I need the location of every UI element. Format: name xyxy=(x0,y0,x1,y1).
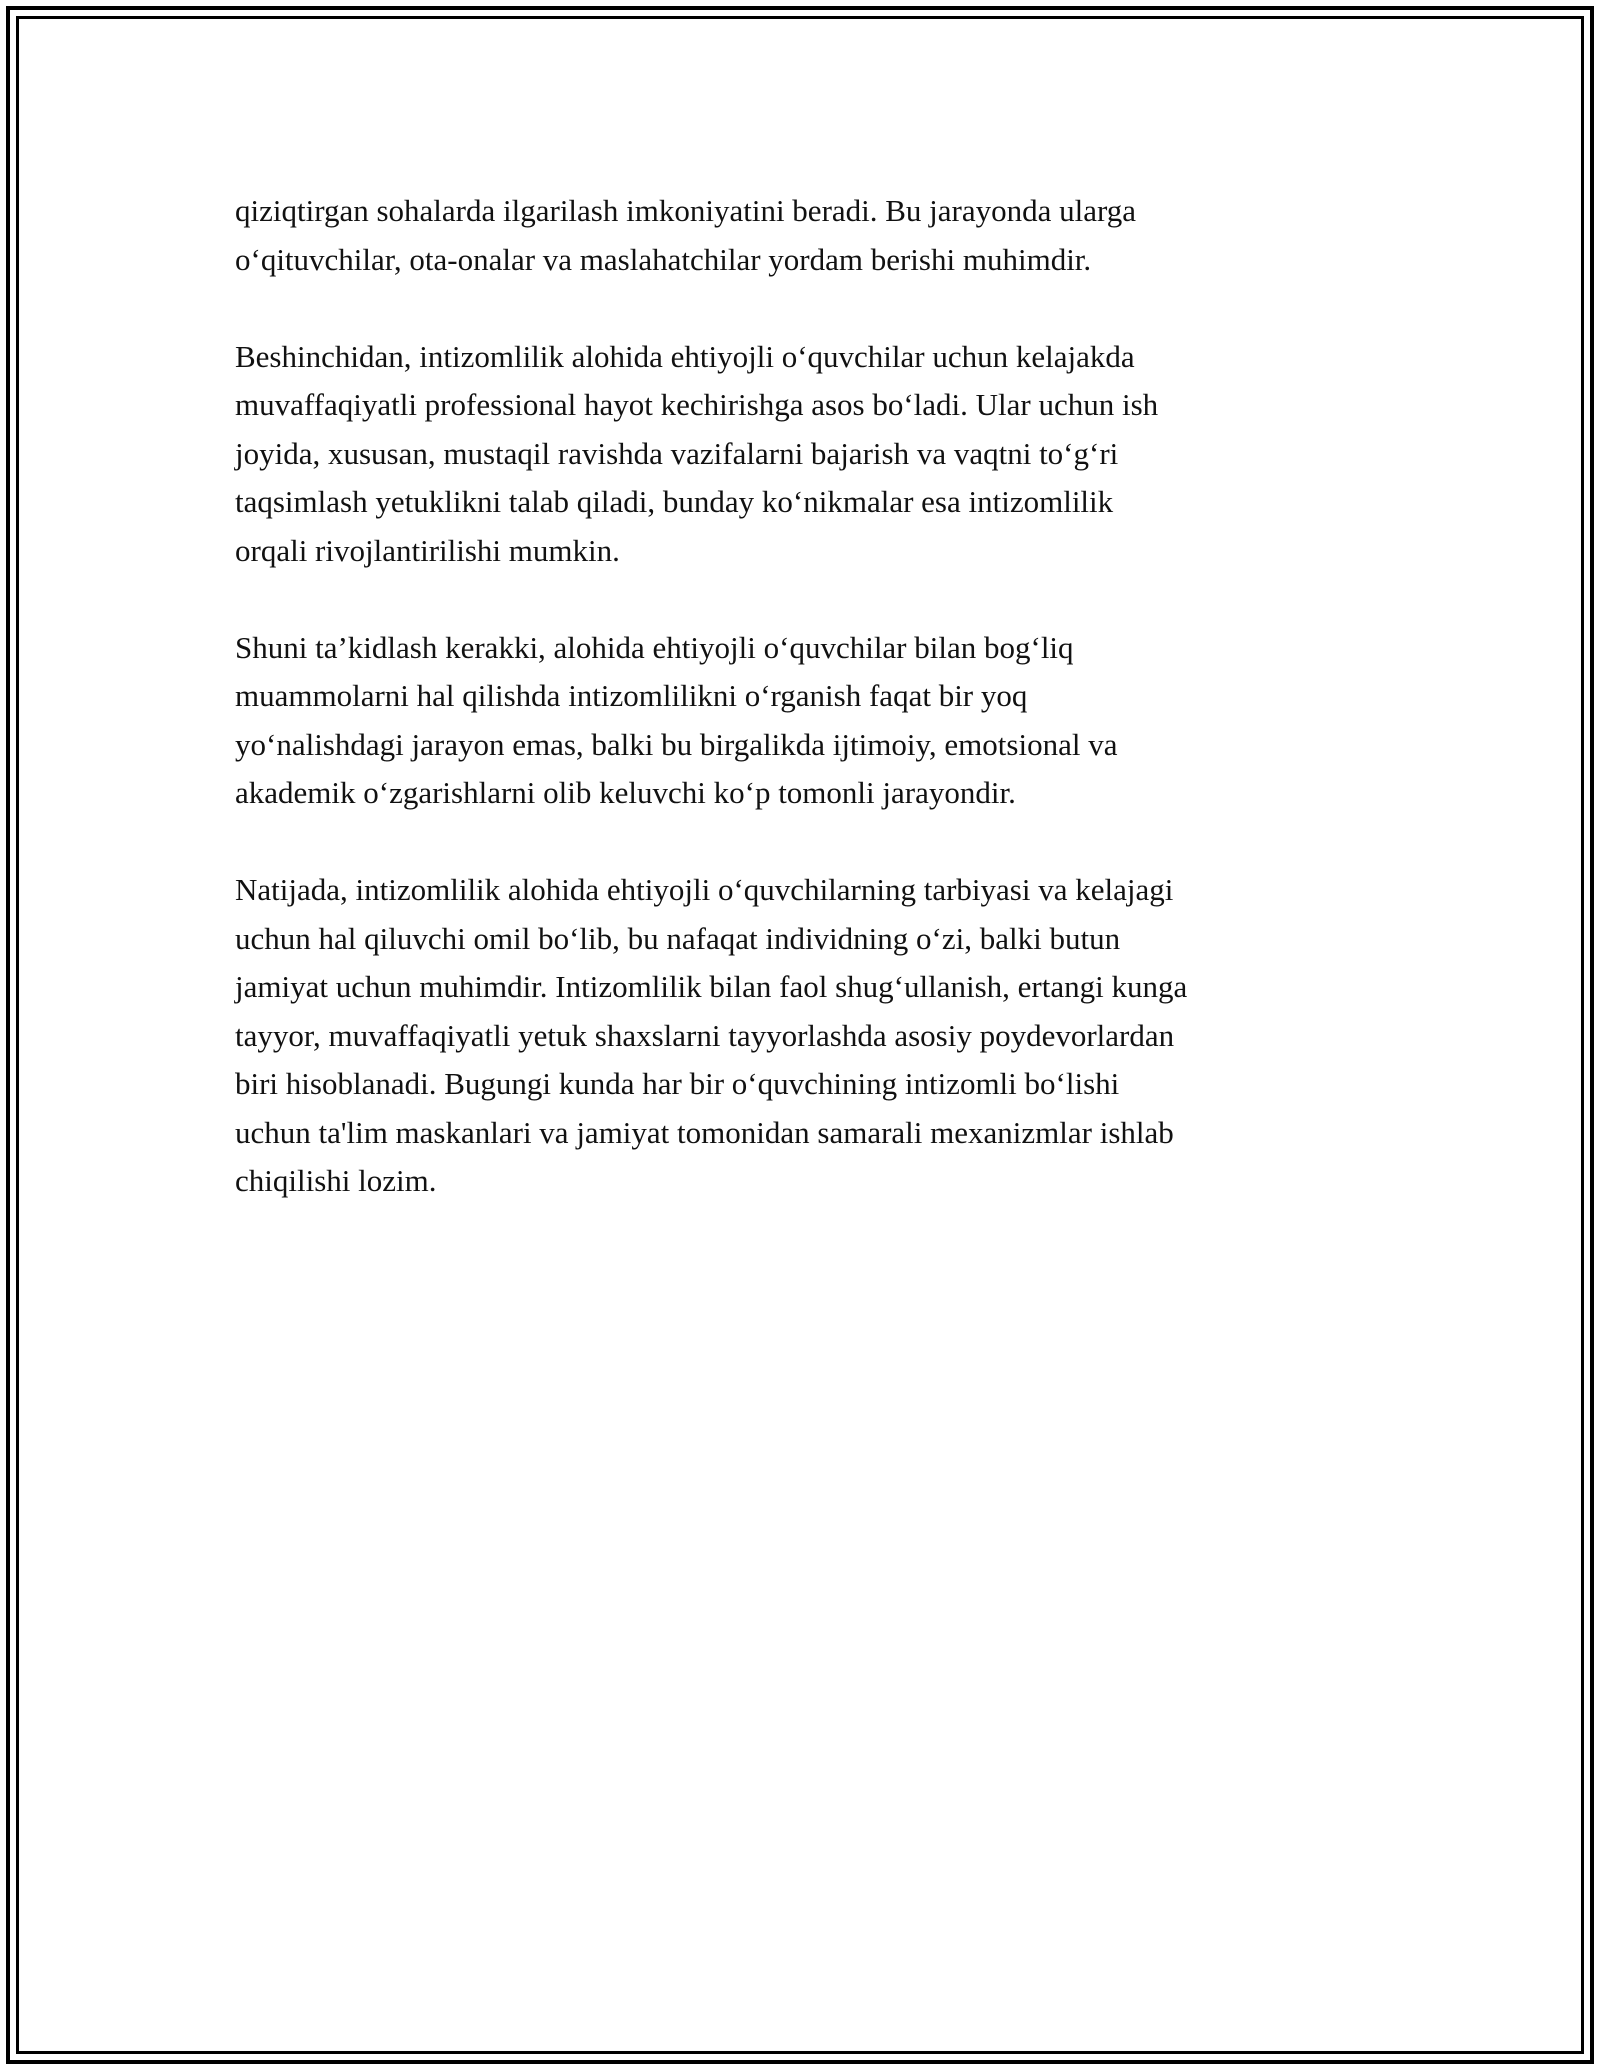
paragraph-2 xyxy=(235,333,1375,576)
text-line: jamiyat uchun muhimdir. Intizomlilik bilan faol shug‘ullanish, ertangi kunga xyxy=(235,969,1188,1004)
text-line: Shuni ta’kidlash kerakki, alohida ehtiyojli o‘quvchilar bilan bog‘liq xyxy=(235,629,1074,665)
text-line: muvaffaqiyatli professional hayot kechirishga asos bo‘ladi. Ular uchun ish xyxy=(235,387,1159,422)
paragraph-4 xyxy=(235,866,1375,1206)
text-line: Beshinchidan, intizomlilik alohida ehtiyojli o‘quvchilar uchun kelajakda xyxy=(235,338,1135,374)
paragraph-1 xyxy=(235,187,1375,284)
text-line: joyida, xususan, mustaqil ravishda vazifalarni bajarish va vaqtni to‘g‘ri xyxy=(235,435,1119,471)
text-line: akademik o‘zgarishlarni olib keluvchi ko‘p tomonli jarayondir. xyxy=(235,775,1016,810)
text-line: uchun hal qiluvchi omil bo‘lib, bu nafaqat individning o‘zi, balki butun xyxy=(235,920,1121,956)
text-line: qiziqtirgan sohalarda ilgarilash imkoniyatini beradi. Bu jarayonda ularga xyxy=(235,193,1137,228)
text-line: uchun ta'lim maskanlari va jamiyat tomonidan samarali mexanizmlar ishlab xyxy=(235,1114,1174,1150)
text-line: yo‘nalishdagi jarayon emas, balki bu birgalikda ijtimoiy, emotsional va xyxy=(235,726,1118,762)
text-line: Natijada, intizomlilik alohida ehtiyojli o‘quvchilarning tarbiyasi va kelajagi xyxy=(235,872,1174,907)
text-line: chiqilishi lozim. xyxy=(235,1163,437,1198)
document-body xyxy=(235,187,1375,1254)
text-line: taqsimlash yetuklikni talab qiladi, bunday ko‘nikmalar esa intizomlilik xyxy=(235,484,1114,519)
text-line: biri hisoblanadi. Bugungi kunda har bir o‘quvchining intizomli bo‘lishi xyxy=(235,1066,1120,1101)
text-line: orqali rivojlantirilishi mumkin. xyxy=(235,532,620,568)
text-line: muammolarni hal qilishda intizomlilikni o‘rganish faqat bir yoq xyxy=(235,678,1028,713)
text-line: o‘qituvchilar, ota-onalar va maslahatchilar yordam berishi muhimdir. xyxy=(235,241,1092,277)
text-line: tayyor, muvaffaqiyatli yetuk shaxslarni tayyorlashda asosiy poydevorlardan xyxy=(235,1017,1175,1053)
paragraph-3 xyxy=(235,624,1375,818)
